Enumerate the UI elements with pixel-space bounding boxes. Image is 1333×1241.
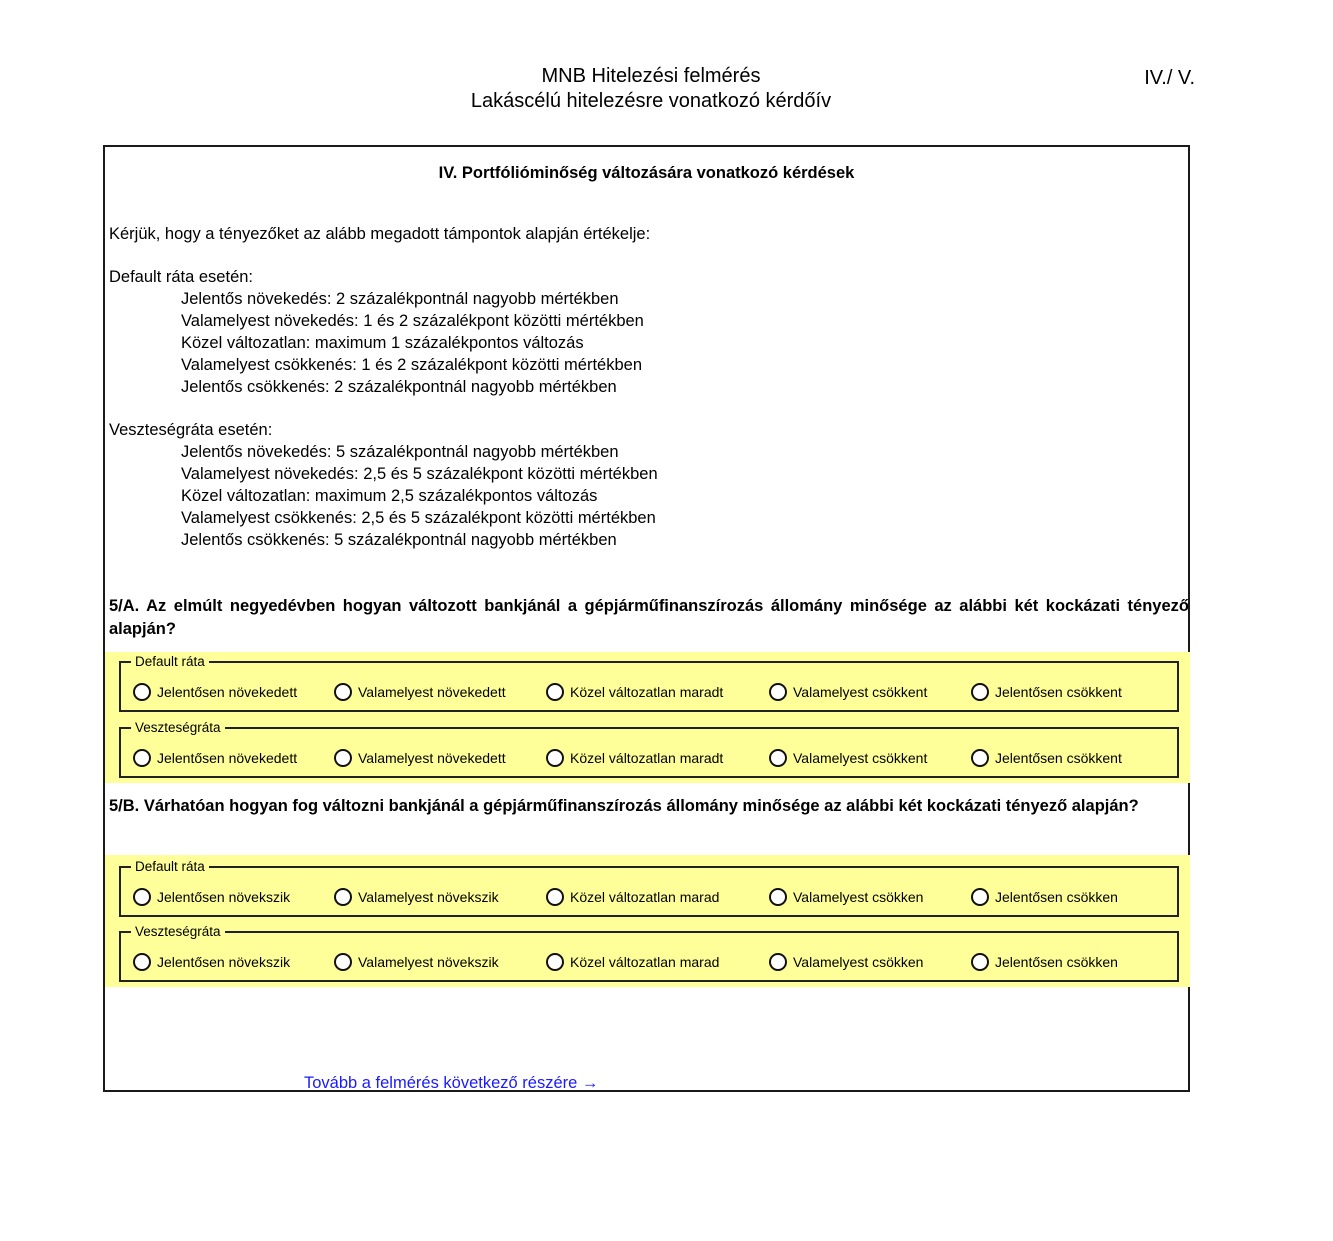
default-rate-item: Jelentős növekedés: 2 százalékpontnál nagyobb mértékben bbox=[181, 290, 619, 308]
questionnaire-frame bbox=[103, 145, 1190, 1092]
radio-circle-icon[interactable] bbox=[334, 683, 352, 701]
radio-option[interactable] bbox=[546, 683, 769, 701]
default-rate-item: Valamelyest növekedés: 1 és 2 százalékpont közötti mértékben bbox=[181, 312, 644, 330]
q5b-default-rate-group bbox=[119, 860, 1179, 917]
radio-circle-icon[interactable] bbox=[546, 953, 564, 971]
default-rate-item: Jelentős csökkenés: 2 százalékpontnál nagyobb mértékben bbox=[181, 378, 617, 396]
radio-circle-icon[interactable] bbox=[769, 953, 787, 971]
option-label: Jelentősen növekedett bbox=[157, 684, 298, 700]
loss-rate-item: Jelentős csökkenés: 5 százalékpontnál nagyobb mértékben bbox=[181, 531, 617, 549]
next-section-link[interactable]: Tovább a felmérés következő részére → bbox=[304, 1074, 599, 1092]
survey-title bbox=[0, 64, 1302, 114]
radio-circle-icon[interactable] bbox=[546, 749, 564, 767]
radio-circle-icon[interactable] bbox=[133, 749, 151, 767]
default-rate-item: Közel változatlan: maximum 1 százalékpontos változás bbox=[181, 334, 584, 352]
radio-circle-icon[interactable] bbox=[769, 888, 787, 906]
option-label: Jelentősen növekszik bbox=[157, 954, 291, 970]
radio-option[interactable] bbox=[769, 749, 971, 767]
radio-circle-icon[interactable] bbox=[334, 749, 352, 767]
default-rate-heading: Default ráta esetén: bbox=[109, 268, 254, 286]
loss-rate-item: Valamelyest csökkenés: 2,5 és 5 százalékpont közötti mértékben bbox=[181, 509, 656, 527]
radio-option[interactable] bbox=[971, 749, 1141, 767]
option-label: Jelentősen csökken bbox=[995, 954, 1118, 970]
radio-circle-icon[interactable] bbox=[546, 888, 564, 906]
option-label: Jelentősen növekedett bbox=[157, 750, 298, 766]
option-label: Közel változatlan maradt bbox=[570, 750, 724, 766]
radio-option[interactable] bbox=[769, 953, 971, 971]
radio-circle-icon[interactable] bbox=[971, 683, 989, 701]
radio-circle-icon[interactable] bbox=[546, 683, 564, 701]
radio-option[interactable] bbox=[133, 683, 334, 701]
radio-option[interactable] bbox=[546, 888, 769, 906]
radio-option[interactable] bbox=[971, 888, 1141, 906]
radio-option[interactable] bbox=[769, 683, 971, 701]
radio-circle-icon[interactable] bbox=[971, 953, 989, 971]
default-rate-item: Valamelyest csökkenés: 1 és 2 százalékpont közötti mértékben bbox=[181, 356, 643, 374]
option-label: Valamelyest csökken bbox=[793, 954, 924, 970]
radio-option[interactable] bbox=[133, 953, 334, 971]
radio-circle-icon[interactable] bbox=[334, 953, 352, 971]
radio-option[interactable] bbox=[334, 953, 546, 971]
loss-rate-guide bbox=[109, 419, 658, 551]
option-label: Közel változatlan marad bbox=[570, 954, 720, 970]
radio-option[interactable] bbox=[546, 953, 769, 971]
question-5a: 5/A. Az elmúlt negyedévben hogyan változott bankjánál a gépjárműfinanszírozás állomány minősége az alábbi két kockázati tényező alapján? bbox=[109, 597, 1189, 638]
option-label: Jelentősen növekszik bbox=[157, 889, 291, 905]
option-label: Jelentősen csökken bbox=[995, 889, 1118, 905]
option-label: Valamelyest növekszik bbox=[358, 954, 499, 970]
question-5b-answers bbox=[105, 855, 1190, 987]
radio-circle-icon[interactable] bbox=[133, 953, 151, 971]
group-legend: Veszteségráta bbox=[135, 720, 221, 735]
survey-title-line1: MNB Hitelezési felmérés bbox=[541, 65, 761, 87]
option-label: Valamelyest növekedett bbox=[358, 750, 506, 766]
option-label: Jelentősen csökkent bbox=[995, 750, 1122, 766]
radio-circle-icon[interactable] bbox=[769, 749, 787, 767]
intro-text: Kérjük, hogy a tényezőket az alább megadott támpontok alapján értékelje: bbox=[109, 225, 651, 243]
radio-circle-icon[interactable] bbox=[971, 749, 989, 767]
group-legend: Default ráta bbox=[135, 859, 205, 874]
page-indicator: IV./ V. bbox=[1144, 67, 1195, 89]
option-label: Jelentősen csökkent bbox=[995, 684, 1122, 700]
option-label: Valamelyest csökkent bbox=[793, 684, 928, 700]
radio-option[interactable] bbox=[334, 683, 546, 701]
group-legend: Veszteségráta bbox=[135, 924, 221, 939]
option-label: Valamelyest csökken bbox=[793, 889, 924, 905]
radio-option[interactable] bbox=[971, 683, 1141, 701]
radio-circle-icon[interactable] bbox=[334, 888, 352, 906]
radio-circle-icon[interactable] bbox=[971, 888, 989, 906]
radio-option[interactable] bbox=[133, 749, 334, 767]
q5a-loss-rate-group bbox=[119, 721, 1179, 778]
radio-option[interactable] bbox=[334, 749, 546, 767]
q5b-loss-rate-group bbox=[119, 925, 1179, 982]
option-label: Közel változatlan maradt bbox=[570, 684, 724, 700]
option-label: Valamelyest növekedett bbox=[358, 684, 506, 700]
option-label: Valamelyest csökkent bbox=[793, 750, 928, 766]
section-title: IV. Portfólióminőség változására vonatkozó kérdések bbox=[438, 164, 855, 182]
radio-option[interactable] bbox=[769, 888, 971, 906]
loss-rate-item: Közel változatlan: maximum 2,5 százalékpontos változás bbox=[181, 487, 598, 505]
radio-option[interactable] bbox=[334, 888, 546, 906]
radio-option[interactable] bbox=[133, 888, 334, 906]
loss-rate-item: Jelentős növekedés: 5 százalékpontnál nagyobb mértékben bbox=[181, 443, 619, 461]
q5a-default-rate-group bbox=[119, 655, 1179, 712]
radio-circle-icon[interactable] bbox=[769, 683, 787, 701]
group-legend: Default ráta bbox=[135, 654, 205, 669]
radio-circle-icon[interactable] bbox=[133, 683, 151, 701]
question-5b: 5/B. Várhatóan hogyan fog változni bankjánál a gépjárműfinanszírozás állomány minősége az alábbi két kockázati tényező alapján? bbox=[109, 797, 1139, 815]
option-label: Közel változatlan marad bbox=[570, 889, 720, 905]
loss-rate-item: Valamelyest növekedés: 2,5 és 5 százalékpont közötti mértékben bbox=[181, 465, 658, 483]
radio-option[interactable] bbox=[546, 749, 769, 767]
loss-rate-heading: Veszteségráta esetén: bbox=[109, 421, 273, 439]
survey-title-line2: Lakáscélú hitelezésre vonatkozó kérdőív bbox=[470, 90, 832, 112]
radio-option[interactable] bbox=[971, 953, 1141, 971]
question-5a-answers bbox=[105, 652, 1190, 783]
option-label: Valamelyest növekszik bbox=[358, 889, 499, 905]
radio-circle-icon[interactable] bbox=[133, 888, 151, 906]
default-rate-guide bbox=[109, 266, 644, 398]
